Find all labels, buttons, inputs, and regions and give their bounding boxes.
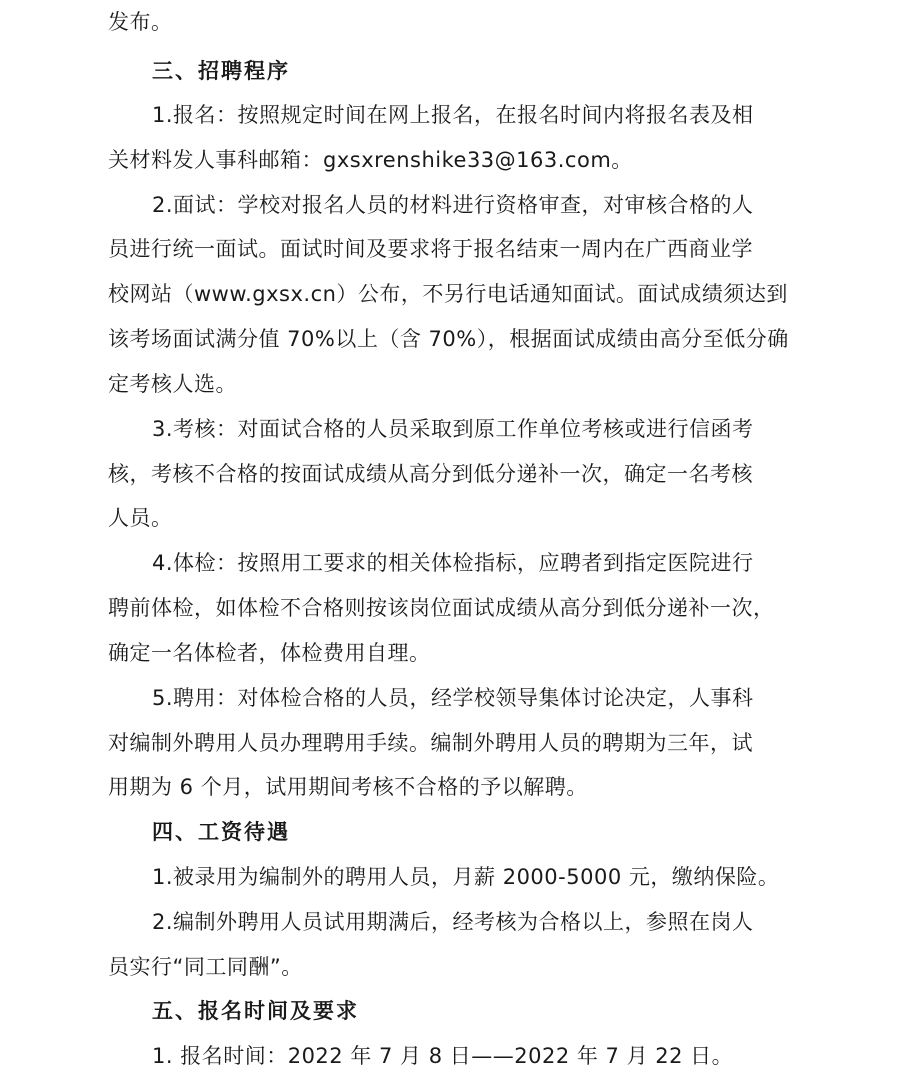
paragraph-line: 2.编制外聘用人员试用期满后，经考核为合格以上，参照在岗人 — [152, 910, 754, 934]
paragraph-line-website: 校网站（www.gxsx.cn）公布，不另行电话通知面试。面试成绩须达到 — [108, 282, 788, 306]
paragraph-line: 对编制外聘用人员办理聘用手续。编制外聘用人员的聘期为三年，试 — [108, 731, 753, 755]
paragraph-line: 1.报名：按照规定时间在网上报名，在报名时间内将报名表及相 — [152, 103, 754, 127]
paragraph-line: 核，考核不合格的按面试成绩从高分到低分递补一次，确定一名考核 — [108, 462, 753, 486]
paragraph-line: 员进行统一面试。面试时间及要求将于报名结束一周内在广西商业学 — [108, 237, 753, 261]
paragraph-line: 该考场面试满分值 70%以上（含 70%），根据面试成绩由高分至低分确 — [108, 327, 789, 351]
paragraph-line: 用期为 6 个月，试用期间考核不合格的予以解聘。 — [108, 775, 588, 799]
paragraph-line: 1. 报名时间：2022 年 7 月 8 日——2022 年 7 月 22 日。 — [152, 1044, 734, 1068]
paragraph-line-email: 关材料发人事科邮箱：gxsxrenshike33@163.com。 — [108, 148, 633, 172]
paragraph-line: 2.面试：学校对报名人员的材料进行资格审查，对审核合格的人 — [152, 193, 754, 217]
paragraph-line: 5.聘用：对体检合格的人员，经学校领导集体讨论决定，人事科 — [152, 686, 754, 710]
paragraph-line: 确定一名体检者，体检费用自理。 — [108, 641, 431, 665]
section-heading-salary: 四、工资待遇 — [152, 820, 290, 844]
section-heading-recruitment-procedure: 三、招聘程序 — [152, 59, 290, 83]
paragraph-line: 聘前体检，如体检不合格则按该岗位面试成绩从高分到低分递补一次， — [108, 596, 775, 620]
paragraph-line: 4.体检：按照用工要求的相关体检指标，应聘者到指定医院进行 — [152, 551, 754, 575]
paragraph-line: 定考核人选。 — [108, 372, 237, 396]
section-heading-registration: 五、报名时间及要求 — [152, 999, 359, 1023]
paragraph-line: 发布。 — [108, 10, 173, 34]
paragraph-line: 1.被录用为编制外的聘用人员，月薪 2000-5000 元，缴纳保险。 — [152, 865, 780, 889]
paragraph-line: 3.考核：对面试合格的人员采取到原工作单位考核或进行信函考 — [152, 417, 754, 441]
paragraph-line: 员实行“同工同酬”。 — [108, 955, 303, 979]
paragraph-line: 人员。 — [108, 506, 173, 530]
